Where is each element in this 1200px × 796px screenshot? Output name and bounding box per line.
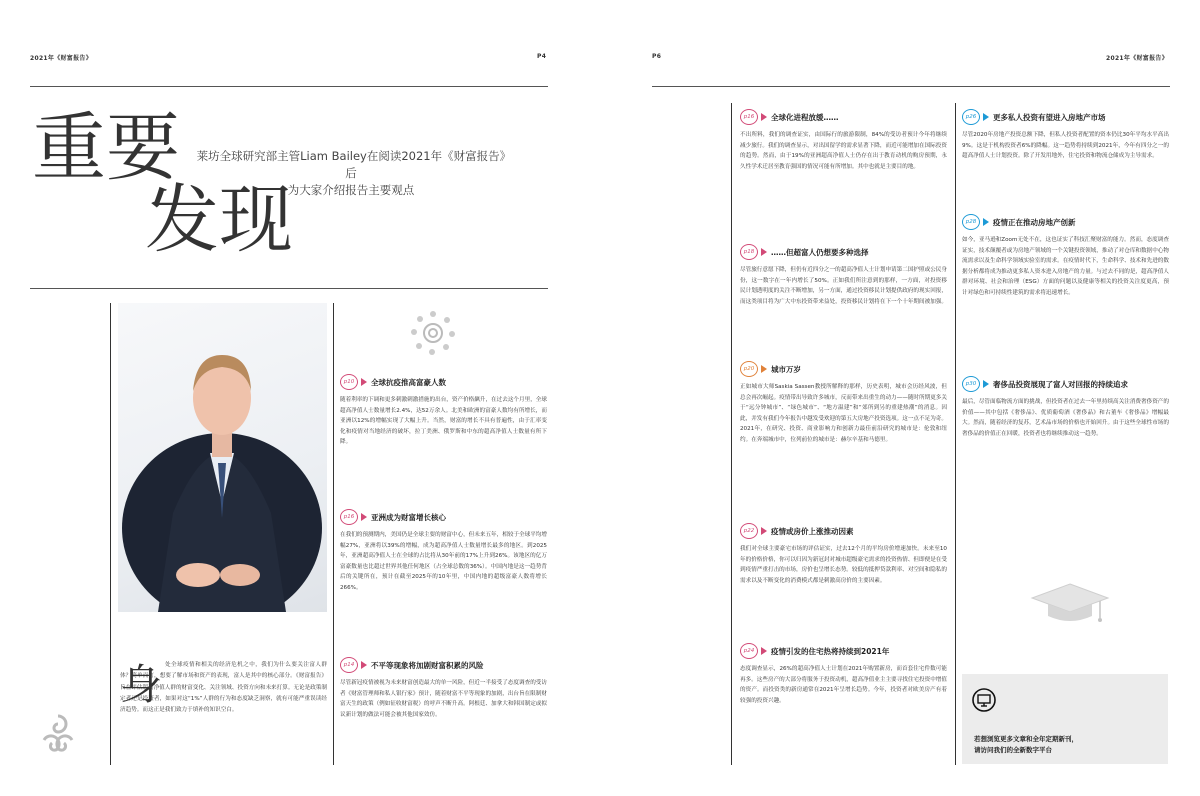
section-right-8 xyxy=(962,375,1169,439)
section-title: 不平等现象将加剧财富积累的风险 xyxy=(371,660,484,670)
section-right-3 xyxy=(740,360,947,446)
section-badge: p16 xyxy=(340,509,358,525)
section-arrow-icon xyxy=(761,248,767,256)
header-right-title: 2021年《财富报告》 xyxy=(1106,55,1168,62)
section-right-5 xyxy=(740,642,947,706)
section-arrow-icon xyxy=(983,380,989,388)
graduation-cap-icon xyxy=(1030,580,1110,630)
section-badge: p18 xyxy=(740,244,758,260)
section-title: 奢侈品投资展现了富人对回报的持续追求 xyxy=(993,379,1128,389)
section-badge: p10 xyxy=(340,374,358,390)
section-badge: p30 xyxy=(962,376,980,392)
section-badge: p22 xyxy=(740,523,758,539)
cta-line1: 若想浏览更多文章和全年定期新刊， xyxy=(974,735,1078,743)
triskele-ornament-icon xyxy=(32,704,84,760)
section-right-6 xyxy=(962,108,1169,162)
header-rule-right xyxy=(652,86,1170,87)
section-left-1 xyxy=(340,373,547,448)
section-arrow-icon xyxy=(761,647,767,655)
section-body: 态度调查显示，26%的超高净值人士计划在2021年购置新房，而首套住宅件数可能再多。这些房产的大部分将服务于投资动机，超高净值业主主要寻找住宅投资中增值的资产。而投资类的新房通常在2021年呈增长趋势。今年，投资者对欧美房产有着较强的投资兴趣。 xyxy=(740,666,947,704)
section-title: 亚洲成为财富增长核心 xyxy=(371,512,446,522)
page-number-left: P4 xyxy=(537,53,547,60)
section-right-1 xyxy=(740,108,947,172)
section-arrow-icon xyxy=(761,113,767,121)
section-badge: p16 xyxy=(740,109,758,125)
header-rule-left xyxy=(30,86,548,87)
column-divider-right-1 xyxy=(731,103,732,765)
portrait-illustration xyxy=(118,303,327,612)
page-subtitle xyxy=(196,148,506,199)
section-title: 疫情正在推动房地产创新 xyxy=(993,217,1076,227)
section-right-2 xyxy=(740,243,947,307)
section-title: 更多私人投资有望进入房地产市场 xyxy=(993,112,1106,122)
section-title: 疫情引发的住宅热将持续到2021年 xyxy=(771,646,890,656)
section-right-4 xyxy=(740,522,947,586)
page-title-line2: 发现 xyxy=(145,177,293,263)
page-number-right: P6 xyxy=(652,53,662,60)
section-badge: p20 xyxy=(740,361,758,377)
section-body: 最后，尽管面临物流方面的挑战，但投资者在过去一年里持续高关注消费奢侈资产的价值——其中包括《奢侈品》、优质葡萄酒《奢侈品》和古董车《奢侈品》增幅最大。然而，随着经济的复苏，艺术品市场的价格也开始回升。由于这些全球性市场的奢侈品的价值正在回暖，投资者也将继续推动这一趋势。 xyxy=(962,399,1169,437)
section-badge: p24 xyxy=(740,643,758,659)
section-body: 尽管新冠疫情被视为未来财富创造最大的单一风险，但近一半接受了态度调查的受访者《财富管理师和私人银行家》预计，随着财富不平等现象的加剧，出台旨在限制财富天生的政策（例如征收财富税）的呼声不断升高。阿根廷、加拿大和韩国制定或拟议新计划的做法可能会被其他国家效仿。 xyxy=(340,680,547,718)
section-body: 如今，亚马逊和Zoom无处不在，这也证实了科技汇聚财富的能力。然而，态度调查证实，技术颠覆者或为房地产领域的一个关键投资领域，推动了对仓库和数据中心物流需求以及生命科学领域实验室的需求。在疫情时代下，生命科学、技术和先进的数据分析都将成为推动更多私人资本进入房地产的力量。与过去不同的是，超高净值人群对环境、社会和治理（ESG）方面的问题以及健康等相关的投资关注度更高，预计对绿色和可持续性建筑的需求将迅速增长。 xyxy=(962,237,1169,296)
cta-text xyxy=(974,734,1078,756)
decorative-ornament-icon xyxy=(408,308,458,358)
subtitle-line2: 为大家介绍报告主要观点 xyxy=(287,183,415,197)
section-title: 城市万岁 xyxy=(771,364,801,374)
section-title: 全球抗疫推高富豪人数 xyxy=(371,377,446,387)
title-rule-left xyxy=(30,288,548,289)
header-left-title: 2021年《财富报告》 xyxy=(30,55,92,62)
section-badge: p14 xyxy=(340,657,358,673)
monitor-icon xyxy=(972,688,996,712)
section-body: 不出所料，我们的调查证实，由国际行的旅游限制，84%的受访者预计今年将继续减少旅行。我们的调查显示，对出国留学的需求显著下降，而近可能增加在国际投资的趋势。然而，由于19%的亚洲超高净值人士仍存在出于教育动机的购房预期，永久性学术迁居至教育强国的情况可能有所增加。其中也就是主要目的地。 xyxy=(740,132,947,170)
section-body: 尽管2020年房地产投资总额下降，但私人投资者配置的资本仍比30年平均水平高出9%。这是于机构投资者6%的降幅。这一趋势将持续到2021年，今年有四分之一的超高净值人士计划投资。除了开发用地外，住宅投资和物流仓储成为主导需求。 xyxy=(962,132,1169,160)
column-divider-right-2 xyxy=(955,103,956,765)
section-body: 我们对全球主要豪宅市场的评估证实，过去12个月的平均房价增速加快。未来至10年的价格价格，你可以归因为新冠封对城市超级豪宅需求的投资热情、但即便是在受到疫情严重打击的市场，房价也呈增长态势。较低的抵押贷款利率、对空间和隐私的需求以及不断变化的消费模式都是刺激高房价的主要因素。 xyxy=(740,546,947,584)
section-badge: p28 xyxy=(962,214,980,230)
cta-line2: 请访问我们的全新数字平台 xyxy=(974,746,1052,754)
section-arrow-icon xyxy=(361,513,367,521)
section-left-2 xyxy=(340,508,547,594)
section-title: 全球化进程放缓…… xyxy=(771,112,839,122)
column-divider-mid xyxy=(333,303,334,765)
intro-paragraph: 处全球疫情和相关的经济危机之中，我们为什么要关注富人群体？简单而言，想要了解市场和资产的表现，富人是其中的核心部分。《财富报告》旨在评估超高净值人群的财富变化、关注领域、投资方向和未来打算。无论是政策制定者还是投资者，如果对这“1%”人群的行为和态度缺乏洞察，就有可能严重误读经济趋势。而这正是我们致力于填补的知识空白。 xyxy=(120,662,327,714)
section-arrow-icon xyxy=(983,113,989,121)
digital-platform-cta[interactable] xyxy=(962,674,1168,764)
section-title: 疫情或房价上涨推动因素 xyxy=(771,526,854,536)
section-arrow-icon xyxy=(761,527,767,535)
section-arrow-icon xyxy=(361,661,367,669)
section-body: 随着利率的下调和更多刺激刺激措施的出台，资产价格飙升，在过去这个月里，全球超高净值人士数量增长2.4%，达52万余人。北美和欧洲的富豪人数均有所增长，而亚洲以12%的增幅实现了大幅上升。当然，财富的增长不具有普遍性，由于汇率变化和疫情对当地经济的破坏，拉丁美洲、俄罗斯和中东的超高净值人士数量有所下降。 xyxy=(340,397,547,446)
section-badge: p26 xyxy=(962,109,980,125)
section-body: 在我们的预测期内，美国仍是全球主要的财富中心，但未来五年，相较于全球平均增幅27%，亚洲将以39%的增幅，成为超高净值人士数量增长最多的地区。到2025年，亚洲超高净值人士在全球的占比将从30年前的17%上升到26%。该地区的亿万富豪数量也比超过世界其他任何地区（占全球总数的36%）。中国内地是这一趋势背后的关键所在，预计在截至2025年的10年里，中国内地的超级富豪人数将增长266%。 xyxy=(340,532,547,591)
section-body: 尽管旅行意愿下降，但仍有近四分之一的超高净值人士计划申请第二国护照或公民身份，这一数字在一年内增长了50%。正如我们所注意到的那样，一方面，对投资移民计划透明度的关注不断增加，另一方面，通过投资移民计划提供政府的现实回报，而这类项目将为广大中东投资带来益处，投资移民计划将在下一个十年期间被加强。 xyxy=(740,267,947,305)
column-divider-left xyxy=(110,303,111,765)
page-title-line1: 重要 xyxy=(32,105,180,191)
dropcap-char: 身 xyxy=(120,660,163,709)
portrait-photo xyxy=(118,303,327,612)
subtitle-line1: 莱坊全球研究部主管Liam Bailey在阅读2021年《财富报告》后 xyxy=(196,149,506,180)
section-left-3 xyxy=(340,656,547,720)
section-arrow-icon xyxy=(983,218,989,226)
section-right-7 xyxy=(962,213,1169,299)
section-body: 正如城市大师Saskia Sassen教授所解释的那样，历史表明，城市会历经风波，但总会再次崛起。疫情带出导致许多城市，反而带来出重生的动力——随时所期更多关于“远分钟城市”、“绿色城市”、“地方温建”和“郊所到另的重建热潮”的消息。因此，并发有我们今年报告中越发受欢迎的第五大房地产投资选项。这一点不足为奇。2021年，在研究、投资、商业影响力和创新力最佳前沿研究的城市是：伦敦和纽约。在奔端城市中，位列前位的城市是：赫尔辛基和马德里。 xyxy=(740,384,947,443)
section-arrow-icon xyxy=(361,378,367,386)
section-arrow-icon xyxy=(761,365,767,373)
section-title: ……但超富人仍想要多种选择 xyxy=(771,247,869,257)
